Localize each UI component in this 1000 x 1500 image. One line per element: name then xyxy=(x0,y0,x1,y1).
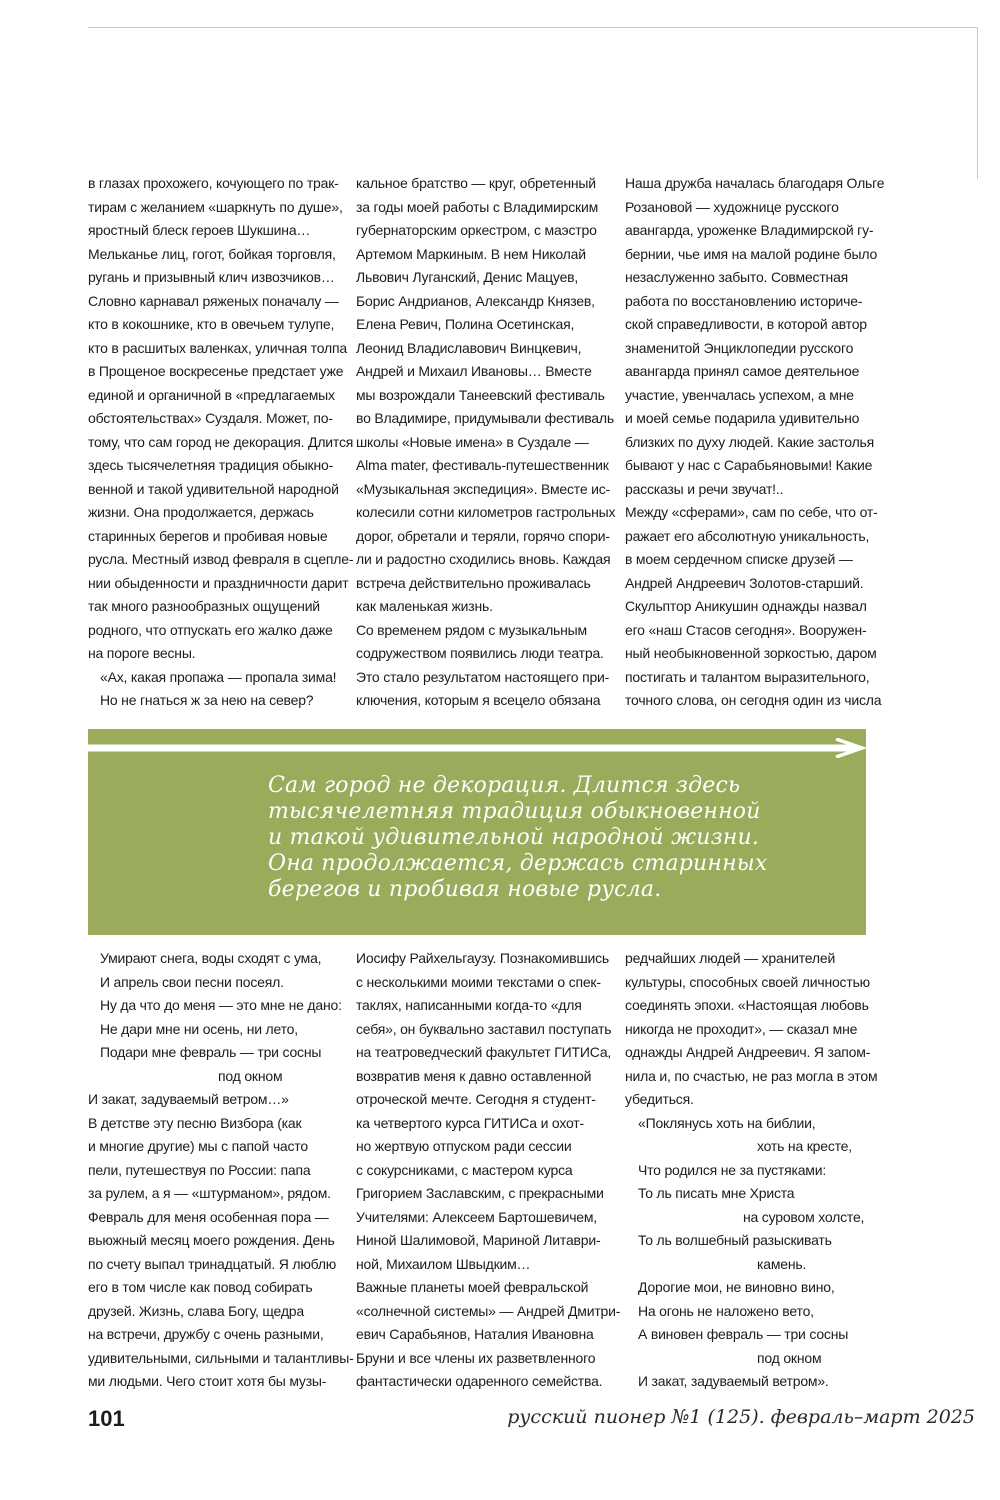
pull-quote-line: Она продолжается, держась старинных xyxy=(268,851,768,876)
page-number: 101 xyxy=(88,1406,125,1431)
text-line: русла. Местный извод февраля в сцепле- xyxy=(88,551,354,567)
text-line: таклях, написанными когда-то «для xyxy=(356,997,582,1013)
text-line: И закат, задуваемый ветром…» xyxy=(88,1091,289,1107)
text-line: кто в кокошнике, кто в овечьем тулупе, xyxy=(88,316,335,332)
text-line: работа по восстановлению историче- xyxy=(625,292,863,309)
text-line: отроческой мечте. Сегодня я студент- xyxy=(356,1091,596,1107)
text-line: мы возрождали Танеевский фестиваль xyxy=(356,386,605,403)
text-column-top-2 xyxy=(356,172,616,713)
text-line: встреча действительно проживалась xyxy=(356,574,591,591)
text-line: школы «Новые имена» в Суздале — xyxy=(356,433,589,450)
text-column-bottom-3 xyxy=(625,947,885,1394)
text-line: участие, увенчалась успехом, а мне xyxy=(625,386,854,403)
text-line: Артемом Маркиным. В нем Николай xyxy=(356,245,586,262)
text-line: И апрель свои песни посеял. xyxy=(100,973,284,990)
text-line: знаменитой Энциклопедии русского xyxy=(625,339,854,356)
text-line: колесили сотни километров гастрольных xyxy=(356,504,616,520)
text-line: ми людьми. Чего стоит хотя бы музы- xyxy=(88,1373,327,1389)
text-line: Не дари мне ни осень, ни лето, xyxy=(100,1020,298,1037)
text-line: камень. xyxy=(757,1255,807,1272)
text-line: бывают у нас с Сарабьяновыми! Какие xyxy=(625,457,873,473)
text-line: себя», он буквально заставил поступать xyxy=(356,1020,612,1037)
text-line: единой и органичной в «предлагаемых xyxy=(88,386,335,403)
text-line: кальное братство — круг, обретенный xyxy=(356,175,596,191)
text-line: жизни. Она продолжается, держась xyxy=(88,504,314,520)
text-line: бернии, чье имя на малой родине было xyxy=(625,245,878,262)
text-line: с сокурсниками, с мастером курса xyxy=(356,1161,573,1178)
text-line: на суровом холсте, xyxy=(743,1208,865,1225)
text-line: Бруни и все члены их разветвленного xyxy=(356,1349,596,1366)
text-line: Андрей и Михаил Ивановы… Вместе xyxy=(356,363,592,379)
text-line: точного слова, он сегодня один из числа xyxy=(625,692,882,708)
pull-quote-line: Сам город не декорация. Длится здесь xyxy=(268,773,741,798)
text-line: близких по духу людей. Какие застолья xyxy=(625,433,875,450)
text-column-bottom-2 xyxy=(356,947,621,1394)
text-line: нила и, по счастью, не раз могла в этом xyxy=(625,1067,878,1084)
text-line: вьюжный месяц моего рождения. День xyxy=(88,1232,335,1248)
text-line: в глазах прохожего, кочующего по трак- xyxy=(88,175,339,191)
frame-top-rule xyxy=(88,27,977,28)
text-line: Между «сферами», сам по себе, что от- xyxy=(625,504,878,520)
text-line: редчайших людей — хранителей xyxy=(625,950,836,966)
text-line: на встречи, дружбу с очень разными, xyxy=(88,1326,324,1342)
text-line: с несколькими моими текстами о спек- xyxy=(356,973,601,990)
text-line: его «наш Стасов сегодня». Вооружен- xyxy=(625,621,867,638)
text-line: Наша дружба началась благодаря Ольге xyxy=(625,175,885,191)
text-line: Борис Андрианов, Александр Князев, xyxy=(356,292,595,309)
text-line: ключения, которым я всецело обязана xyxy=(356,692,601,708)
text-line: и моей семье подарила удивительно xyxy=(625,410,860,426)
text-line: но жертвую отпуском ради сессии xyxy=(356,1138,572,1154)
text-line: Мельканье лиц, гогот, бойкая торговля, xyxy=(88,245,336,262)
text-line: здесь тысячелетняя традиция обыкно- xyxy=(88,457,334,473)
text-line: содружеством появились люди театра. xyxy=(356,645,604,661)
text-line: Елена Ревич, Полина Осетинская, xyxy=(356,316,575,332)
text-line: за годы моей работы с Владимирским xyxy=(356,198,599,215)
text-line: старинных берегов и пробивая новые xyxy=(88,527,328,544)
text-line: Подари мне февраль — три сосны xyxy=(100,1044,322,1060)
text-column-top-1 xyxy=(88,172,354,713)
text-line: друзей. Жизнь, слава Богу, щедра xyxy=(88,1302,304,1319)
text-line: культуры, способных своей личностью xyxy=(625,973,870,990)
text-line: постигать и талантом выразительного, xyxy=(625,668,870,685)
text-line: пели, путешествуя по России: папа xyxy=(88,1161,311,1178)
text-line: на пороге весны. xyxy=(88,645,196,661)
text-line: Но не гнаться ж за нею на север? xyxy=(100,692,314,708)
text-line: Важные планеты моей февральской xyxy=(356,1279,589,1295)
text-line: Умирают снега, воды сходят с ума, xyxy=(100,950,322,966)
text-line: рассказы и речи звучат!.. xyxy=(625,480,784,497)
text-line: Это стало результатом настоящего при- xyxy=(356,668,610,685)
text-line: В детстве эту песню Визбора (как xyxy=(88,1114,302,1131)
text-line: ской справедливости, в которой автор xyxy=(625,316,867,332)
text-line: губернаторским оркестром, с маэстро xyxy=(356,222,597,238)
text-line: в Прощеное воскресенье предстает уже xyxy=(88,363,344,379)
text-line: Леонид Владиславович Винцкевич, xyxy=(356,339,582,356)
text-line: тому, что сам город не декорация. Длится xyxy=(88,433,354,450)
text-line: обстоятельствах» Суздаля. Может, по- xyxy=(88,410,333,426)
text-line: ражает его абсолютную уникальность, xyxy=(625,527,870,544)
text-line: Ниной Шалимовой, Мариной Литаври- xyxy=(356,1232,601,1248)
text-line: нии обыденности и праздничности дарит xyxy=(88,574,349,591)
text-line: никогда не проходит», — сказал мне xyxy=(625,1020,858,1037)
text-line: А виновен февраль — три сосны xyxy=(638,1326,849,1342)
frame-right-rule xyxy=(977,27,978,179)
text-line: «солнечной системы» — Андрей Дмитри- xyxy=(356,1302,621,1319)
text-line: венной и такой удивительной народной xyxy=(88,480,339,497)
text-line: «Ах, какая пропажа — пропала зима! xyxy=(100,668,337,685)
text-line: Alma mater, фестиваль-путешественник xyxy=(356,457,609,473)
text-line: убедиться. xyxy=(625,1091,694,1107)
text-line: «Поклянусь хоть на библии, xyxy=(638,1114,816,1131)
text-line: Дорогие мои, не виновно вино, xyxy=(638,1279,835,1295)
text-line: так много разнообразных ощущений xyxy=(88,598,320,614)
text-line: дорог, обретали и теряли, горячо спори- xyxy=(356,527,610,544)
text-line: На огонь не наложено вето, xyxy=(638,1302,814,1319)
text-line: кто в расшитых валенках, уличная толпа xyxy=(88,339,347,356)
text-line: Февраль для меня особенная пора — xyxy=(88,1208,329,1225)
text-line: евич Сарабьянов, Наталия Ивановна xyxy=(356,1326,594,1342)
text-line: как маленькая жизнь. xyxy=(356,598,493,614)
text-line: Иосифу Райхельгаузу. Познакомившись xyxy=(356,950,610,966)
text-line: возвратив меня к давно оставленной xyxy=(356,1067,592,1084)
text-line: ли и радостно сходились вновь. Каждая xyxy=(356,551,611,567)
text-line: за рулем, а я — «штурманом», рядом. xyxy=(88,1185,331,1201)
text-line: и многие другие) мы с папой часто xyxy=(88,1138,308,1154)
text-column-bottom-1 xyxy=(88,947,354,1394)
pull-quote-line: тысячелетняя традиция обыкновенной xyxy=(268,799,761,824)
text-line: Со временем рядом с музыкальным xyxy=(356,621,587,638)
text-line: по счету выпал тринадцатый. Я люблю xyxy=(88,1255,337,1272)
text-column-top-3 xyxy=(625,172,885,713)
text-line: под окном xyxy=(218,1067,283,1084)
text-line: Андрей Андреевич Золотов-старший. xyxy=(625,574,864,591)
text-line: Словно карнавал ряженых поначалу — xyxy=(88,292,339,309)
text-line: фантастически одаренного семейства. xyxy=(356,1373,603,1389)
text-line: на театроведческий факультет ГИТИСа, xyxy=(356,1044,612,1060)
text-line: Учителями: Алексеем Бартошевичем, xyxy=(356,1208,597,1225)
text-line: тирам с желанием «шаркнуть по душе», xyxy=(88,198,343,215)
text-line: хоть на кресте, xyxy=(757,1138,852,1154)
publication-footer: русский пионер №1 (125). февраль–март 2025 xyxy=(507,1406,975,1428)
text-line: под окном xyxy=(757,1349,822,1366)
pull-quote-line: и такой удивительной народной жизни. xyxy=(268,825,760,850)
text-line: авангарда, уроженке Владимирской гу- xyxy=(625,222,874,238)
text-line: яростный блеск героев Шукшина… xyxy=(88,222,311,238)
text-line: ка четвертого курса ГИТИСа и охот- xyxy=(356,1114,584,1131)
text-line: Ну да что до меня — это мне не дано: xyxy=(100,997,342,1013)
text-line: родного, что отпускать его жалко даже xyxy=(88,621,333,638)
text-line: То ль волшебный разыскивать xyxy=(638,1232,832,1248)
pull-quote-line: берегов и пробивая новые русла. xyxy=(268,877,662,902)
text-line: Григорием Заславским, с прекрасными xyxy=(356,1185,604,1201)
text-line: соединять эпохи. «Настоящая любовь xyxy=(625,997,869,1013)
text-line: в моем сердечном списке друзей — xyxy=(625,551,853,567)
text-line: ной, Михаилом Швыдким… xyxy=(356,1255,531,1272)
text-line: однажды Андрей Андреевич. Я запом- xyxy=(625,1044,871,1060)
text-line: ный необыкновенной зоркостью, даром xyxy=(625,645,877,661)
text-line: его в том числе как повод собирать xyxy=(88,1279,313,1295)
text-line: Львович Луганский, Денис Мацуев, xyxy=(356,269,579,285)
text-line: ругань и призывный клич извозчиков… xyxy=(88,269,335,285)
text-line: То ль писать мне Христа xyxy=(638,1185,795,1201)
text-line: авангарда принял самое деятельное xyxy=(625,363,860,379)
text-line: удивительными, сильными и талантливы- xyxy=(88,1349,354,1366)
arrow-right-icon xyxy=(88,738,866,758)
text-line: Розановой — художнице русского xyxy=(625,198,839,215)
text-line: незаслуженно забыто. Совместная xyxy=(625,269,849,285)
text-line: «Музыкальная экспедиция». Вместе ис- xyxy=(356,480,611,497)
text-line: Скульптор Аникушин однажды назвал xyxy=(625,598,867,614)
text-line: И закат, задуваемый ветром». xyxy=(638,1373,829,1389)
text-line: во Владимире, придумывали фестиваль xyxy=(356,410,614,426)
pull-quote-text xyxy=(268,773,788,903)
text-line: Что родился не за пустяками: xyxy=(638,1161,827,1178)
